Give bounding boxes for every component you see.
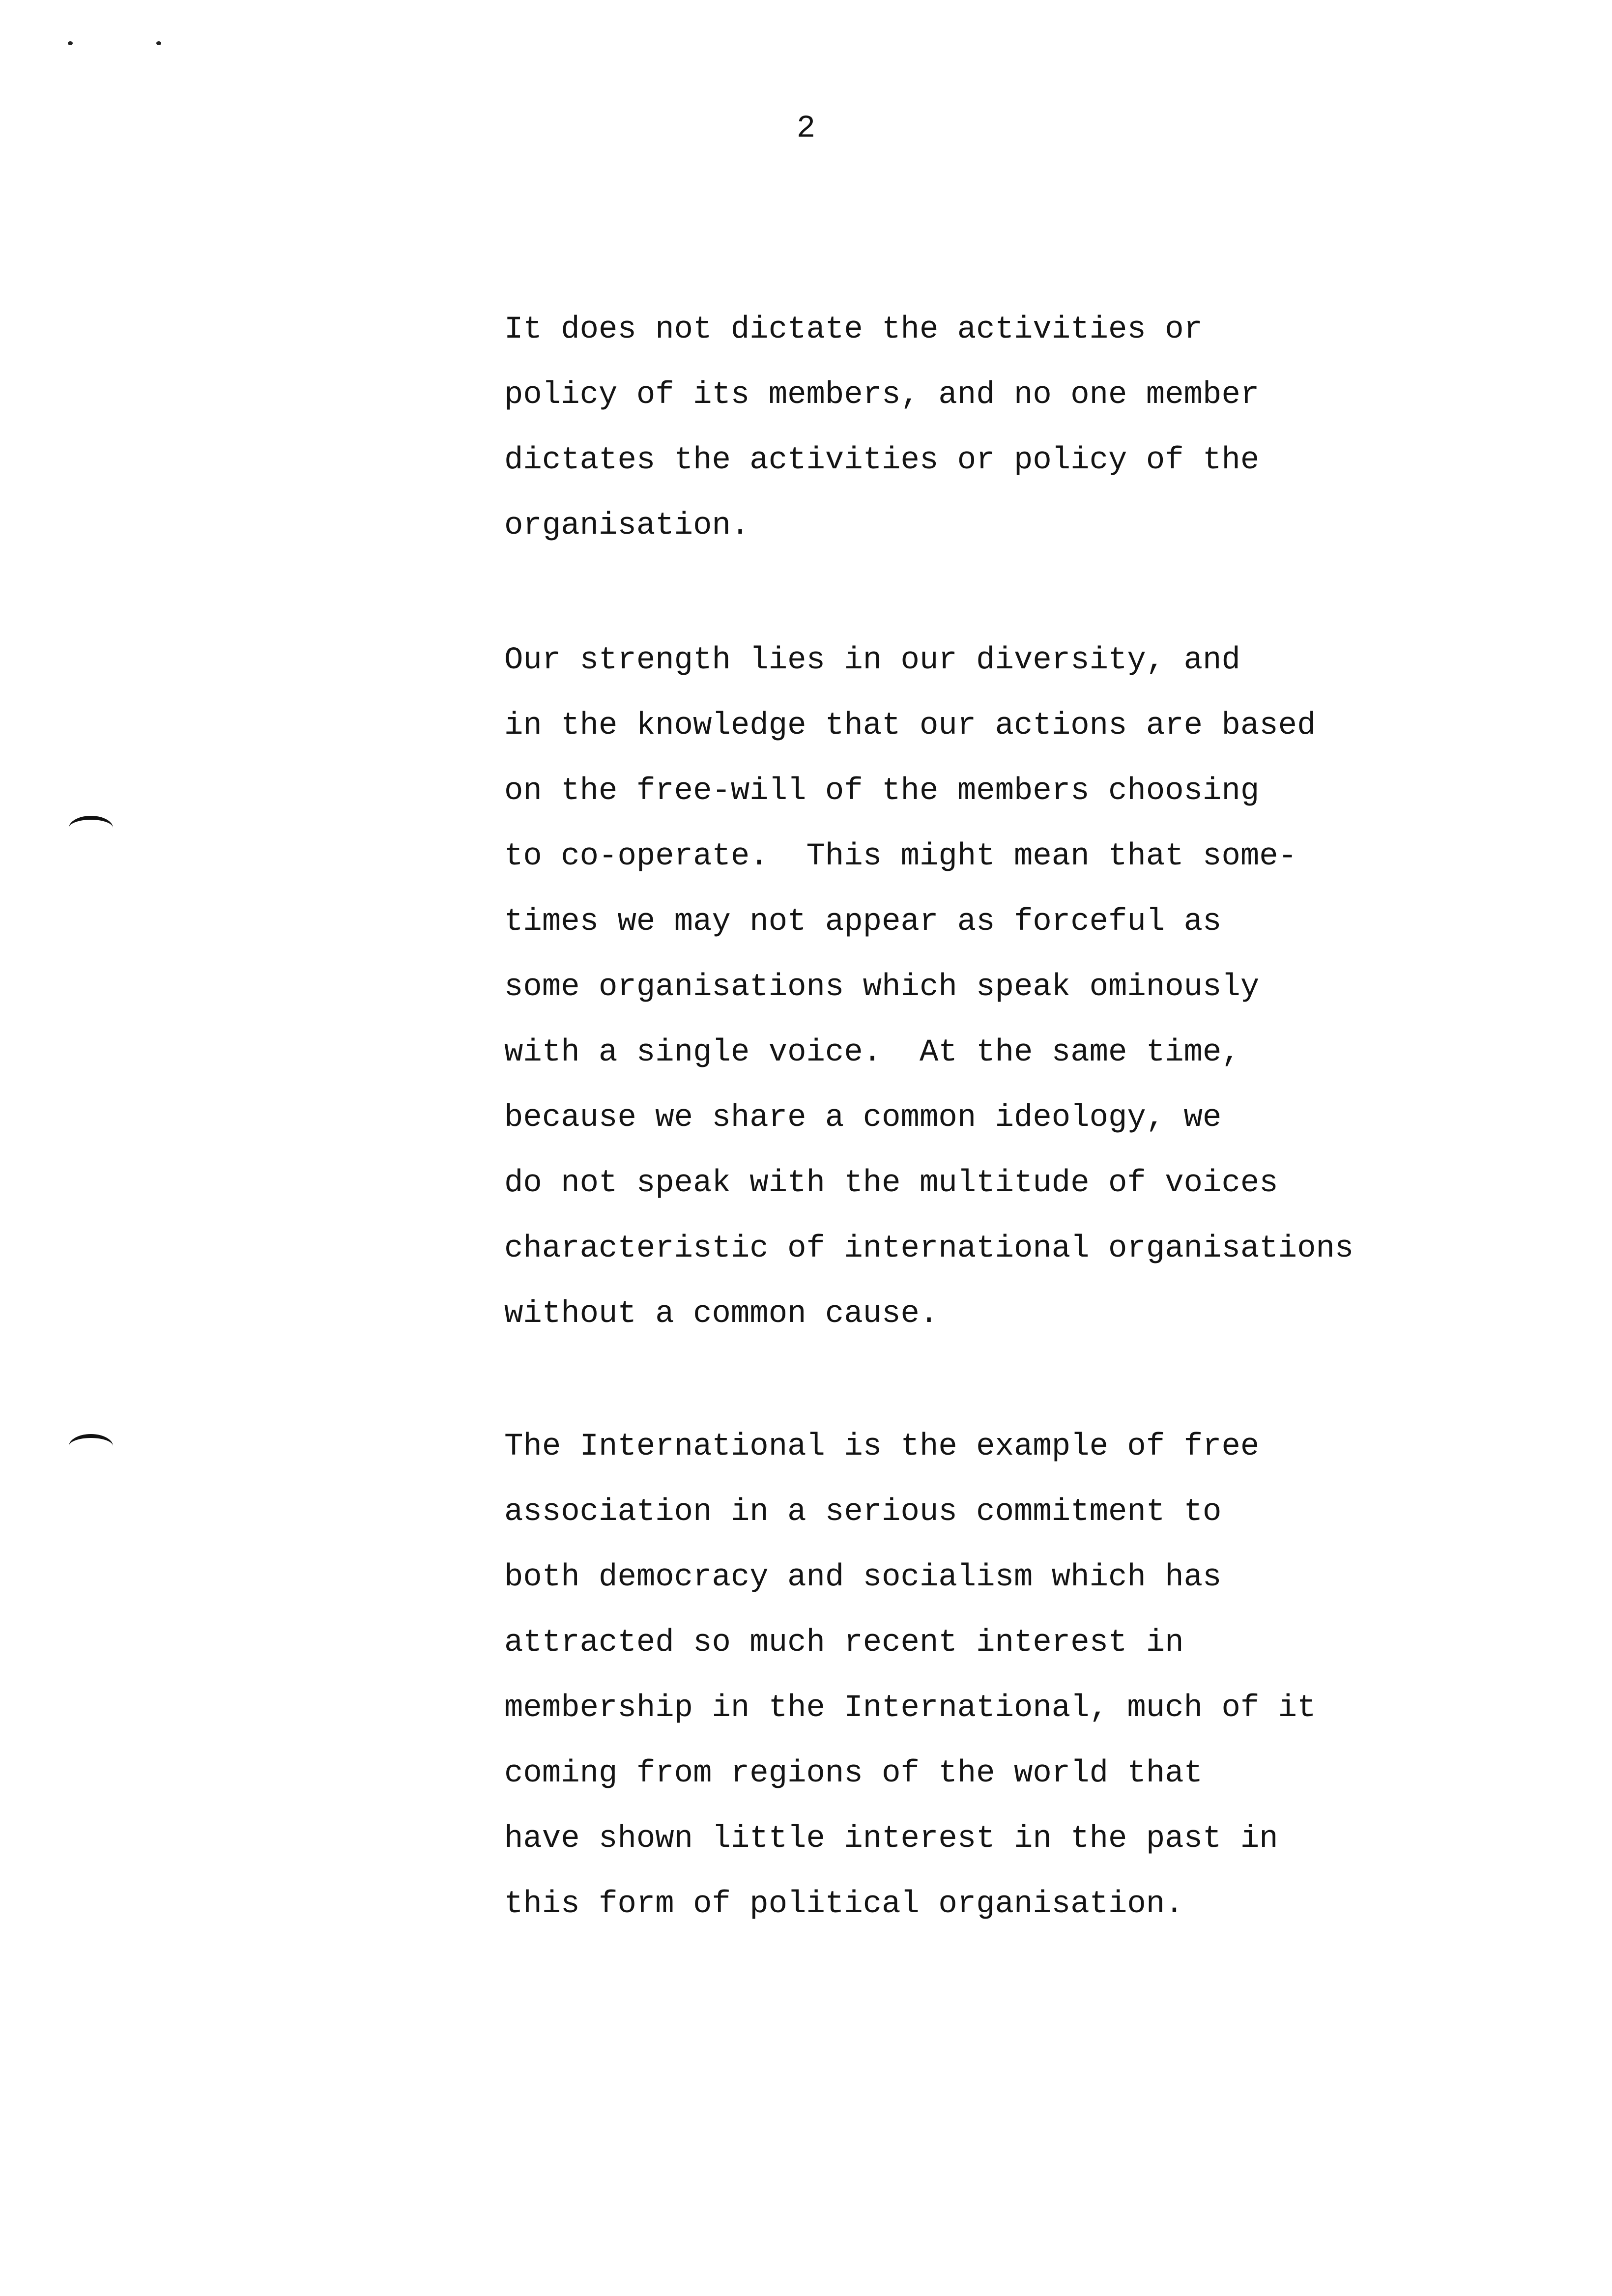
text-line: Our strength lies in our diversity, and xyxy=(504,643,1240,678)
scan-mark-dot xyxy=(156,41,161,45)
text-line: times we may not appear as forceful as xyxy=(504,904,1222,940)
paragraph xyxy=(504,1414,1487,1937)
text-line: some organisations which speak ominously xyxy=(504,970,1260,1005)
text-line: with a single voice. At the same time, xyxy=(504,1035,1240,1070)
text-line: It does not dictate the activities or xyxy=(504,312,1203,347)
scan-mark-dot xyxy=(68,41,73,45)
text-line: to co-operate. This might mean that some- xyxy=(504,839,1297,874)
text-line: dictates the activities or policy of the xyxy=(504,443,1260,478)
text-line: association in a serious commitment to xyxy=(504,1494,1222,1530)
paragraph xyxy=(504,297,1487,559)
text-line: this form of political organisation. xyxy=(504,1887,1184,1922)
text-line: The International is the example of free xyxy=(504,1429,1260,1464)
text-line: have shown little interest in the past in xyxy=(504,1821,1278,1857)
text-line: without a common cause. xyxy=(504,1296,939,1332)
text-line: because we share a common ideology, we xyxy=(504,1100,1222,1136)
text-line: coming from regions of the world that xyxy=(504,1756,1203,1791)
text-line: both democracy and socialism which has xyxy=(504,1560,1222,1595)
text-line: attracted so much recent interest in xyxy=(504,1625,1184,1661)
text-line: policy of its members, and no one member xyxy=(504,377,1260,413)
text-line: membership in the International, much of it xyxy=(504,1691,1316,1726)
text-line: on the free-will of the members choosing xyxy=(504,774,1260,809)
page-number: 2 xyxy=(796,111,816,146)
text-line: organisation. xyxy=(504,508,750,544)
punch-hole-mark xyxy=(69,1434,113,1459)
text-line: characteristic of international organisations xyxy=(504,1231,1354,1266)
punch-hole-mark xyxy=(69,816,113,840)
paragraph xyxy=(504,628,1487,1347)
text-line: in the knowledge that our actions are based xyxy=(504,708,1316,744)
text-line: do not speak with the multitude of voices xyxy=(504,1166,1278,1201)
